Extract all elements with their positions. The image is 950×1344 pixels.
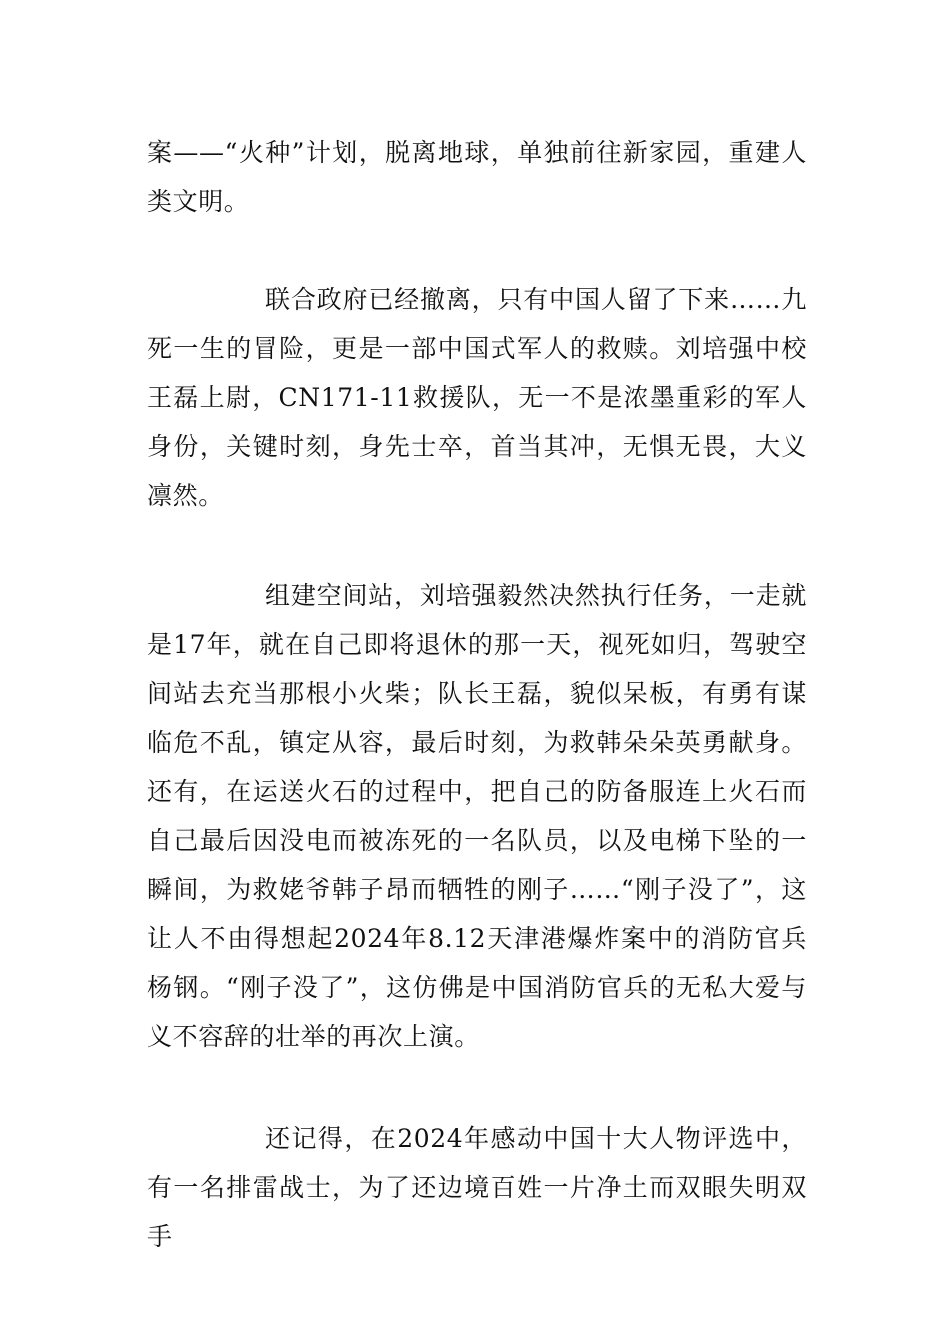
paragraph-3: 组建空间站，刘培强毅然决然执行任务，一走就是17年，就在自己即将退休的那一天，视死如归，驾驶空间站去充当那根小火柴；队长王磊，貌似呆板，有勇有谋临危不乱，镇定从容，最后时刻，为救韩朵朵英勇献身。还有，在运送火石的过程中，把自己的防备服连上火石而自己最后因没电而被冻死的一名队员，以及电梯下坠的一瞬间，为救姥爷韩子昂而牺牲的刚子……“刚子没了”，这让人不由得想起2024年8.12天津港爆炸案中的消防官兵杨钢。“刚子没了”，这仿佛是中国消防官兵的无私大爱与义不容辞的壮举的再次上演。 [147, 581, 807, 1051]
paragraph-2: 联合政府已经撤离，只有中国人留了下来……九死一生的冒险，更是一部中国式军人的救赎。刘培强中校王磊上尉，CN171-11救援队，无一不是浓墨重彩的军人身份，关键时刻，身先士卒，首当其冲，无惧无畏，大义凛然。 [147, 285, 807, 510]
paragraph-1: 案——“火种”计划，脱离地球，单独前往新家园，重建人类文明。 [147, 138, 807, 216]
paragraph-4: 还记得，在2024年感动中国十大人物评选中，有一名排雷战士，为了还边境百姓一片净土而双眼失明双手 [147, 1124, 807, 1251]
